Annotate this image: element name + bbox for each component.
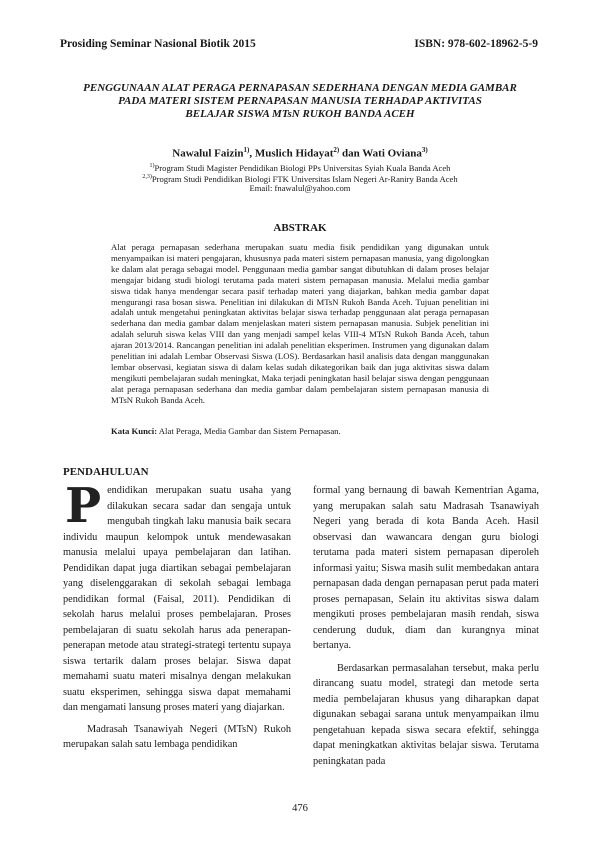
paragraph: Berdasarkan permasalahan tersebut, maka perlu dirancang suatu model, strategi dan metode serta media pembelajaran khusus yang diharapkan dapat digunakan sebagai sarana untuk menyampaikan ilmu pengetahuan kepada siswa secara efektif, sehingga dapat meningkatkan aktivitas belajar siswa. Terutama peningkatan pada bbox=[313, 662, 539, 767]
author-affil-mark: 1) bbox=[243, 146, 250, 154]
drop-cap: P bbox=[65, 478, 102, 534]
author-email: Email: fnawalul@yahoo.com bbox=[249, 183, 351, 193]
section-heading: PENDAHULUAN bbox=[63, 466, 149, 478]
running-header-left: Prosiding Seminar Nasional Biotik 2015 bbox=[60, 38, 256, 50]
affil-text: Program Studi Pendidikan Biologi FTK Universitas Islam Negeri Ar-Raniry Banda Aceh bbox=[151, 173, 458, 184]
title-line: BELAJAR SISWA MTsN RUKOH BANDA ACEH bbox=[185, 108, 415, 120]
author-separator: dan bbox=[339, 147, 363, 160]
paragraph: Madrasah Tsanawiyah Negeri (MTsN) Rukoh merupakan salah satu lembaga pendidikan bbox=[63, 723, 291, 750]
author-affil-mark: 3) bbox=[421, 146, 428, 154]
author-affil-mark: 2) bbox=[333, 146, 340, 154]
abstract-heading: ABSTRAK bbox=[273, 222, 327, 234]
page-number: 476 bbox=[292, 803, 308, 814]
paragraph bbox=[63, 478, 291, 716]
right-column bbox=[313, 483, 539, 769]
keywords bbox=[111, 426, 489, 436]
author-separator: , bbox=[249, 147, 255, 160]
paragraph: formal yang bernaung di bawah Kementrian Agama, yang merupakan salah satu Madrasah Tsanawiyah Negeri yang berada di kota Banda Aceh. Hasil observasi dan wawancara dengan guru biologi terutama pada materi sistem pernapasan diperoleh informasi yaitu; Siswa masih sulit membedakan antara pernapasan dada dengan pernapasan perut pada materi proses pernapasan, Selain itu aktivitas siswa dalam mengikuti proses pembelajaran masih rendah, siswa cenderung duduk, diam dan kurangnya minat bertanya. bbox=[313, 485, 539, 651]
author-name: Muslich Hidayat bbox=[254, 147, 334, 160]
paragraph-text: endidikan merupakan suatu usaha yang dilakukan secara sadar dan sengaja untuk mengubah tingkah laku manusia baik secara individu maupun kelompok untuk mendewasakan manusia melalui upaya pembelajaran dan latihan. Pendidikan dapat juga diartikan sebagai pembelajaran yang diselenggarakan di sekolah sebagai lembaga pendidikan formal (Faisal, 2011). Pendidikan di sekolah harus melalui proses pembelajaran. Proses pembelajaran di suatu sekolah harus ada penerapan-penerapan metode atau strategi-strategi tertentu supaya siswa tertarik dalam proses belajar. Siswa dapat memahami suatu materi misalnya dengan melakukan suatu eksperimen, sehingga siswa dapat memahami dan mengamati lansung proses materi yang diajarkan. bbox=[63, 485, 291, 713]
paper-title bbox=[70, 82, 530, 121]
author-name: Wati Oviana bbox=[362, 147, 422, 160]
left-column bbox=[63, 478, 291, 753]
abstract-body: Alat peraga pernapasan sederhana merupakan suatu media fisik pendidikan yang digunakan untuk menyampaikan isi materi pengajaran, khususnya pada materi sistem pernapasan manusia, yang digolongkan ke dalam alat peraga sebagai model. Penggunaan media gambar sangat dibutuhkan di dalam proses belajar mengajar bidang studi biologi terutama pada materi sistem pernapasan manusia. Melalui media gambar siswa tidak hanya mendengar secara pasif terhadap materi yang diajarkan, bahkan media gambar dapat mengurangi rasa bosan siswa. Penelitian ini dilakukan di MTsN Rukoh Banda Aceh. Tujuan penelitian ini adalah untuk mengetahui peningkatan aktivitas belajar siswa terhadap penggunaan alat peraga pernapasan sederhana dan media gambar dalam menjelaskan materi sistem pernapasan manusia. Subjek penelitian ini adalah seluruh siswa kelas VIII dan yang menjadi sampel kelas VIII-4 MTsN Rukoh Banda Aceh, tahun ajaran 2013/2014. Rancangan penelitian ini adalah penelitian eksperimen. Instrumen yang digunakan dalam penelitian ini adalah Lembar Observasi Siswa (LOS). Berdasarkan hasil analisis data dengan manggunakan lembar observasi, kegiatan siswa di dalam kelas sudah dikategorikan baik dan juga aktivitas siswa dalam mengikuti pembelajaran sudah meningkat, Maka terjadi peningkatan hasil belajar siswa dengan penggunaan alat peraga pernapasan sederhana dan media gambar dalam pembelajaran sistem pernapasan manusia di MTsN Rukoh Banda Aceh. bbox=[111, 242, 489, 405]
keywords-text: Alat Peraga, Media Gambar dan Sistem Pernapasan. bbox=[157, 426, 341, 436]
affil-mark: 2,3) bbox=[142, 174, 152, 180]
running-header-isbn: ISBN: 978-602-18962-5-9 bbox=[414, 38, 538, 50]
author-list bbox=[60, 146, 540, 160]
keywords-label: Kata Kunci: bbox=[111, 426, 158, 436]
affil-text: Program Studi Magister Pendidikan Biologi PPs Universitas Syiah Kuala Banda Aceh bbox=[154, 162, 451, 173]
title-line: PENGGUNAAN ALAT PERAGA PERNAPASAN SEDERHANA DENGAN MEDIA GAMBAR bbox=[83, 82, 517, 94]
title-line: PADA MATERI SISTEM PERNAPASAN MANUSIA TERHADAP AKTIVITAS bbox=[118, 95, 482, 107]
author-name: Nawalul Faizin bbox=[172, 147, 244, 160]
affil-mark: 1) bbox=[149, 163, 155, 169]
